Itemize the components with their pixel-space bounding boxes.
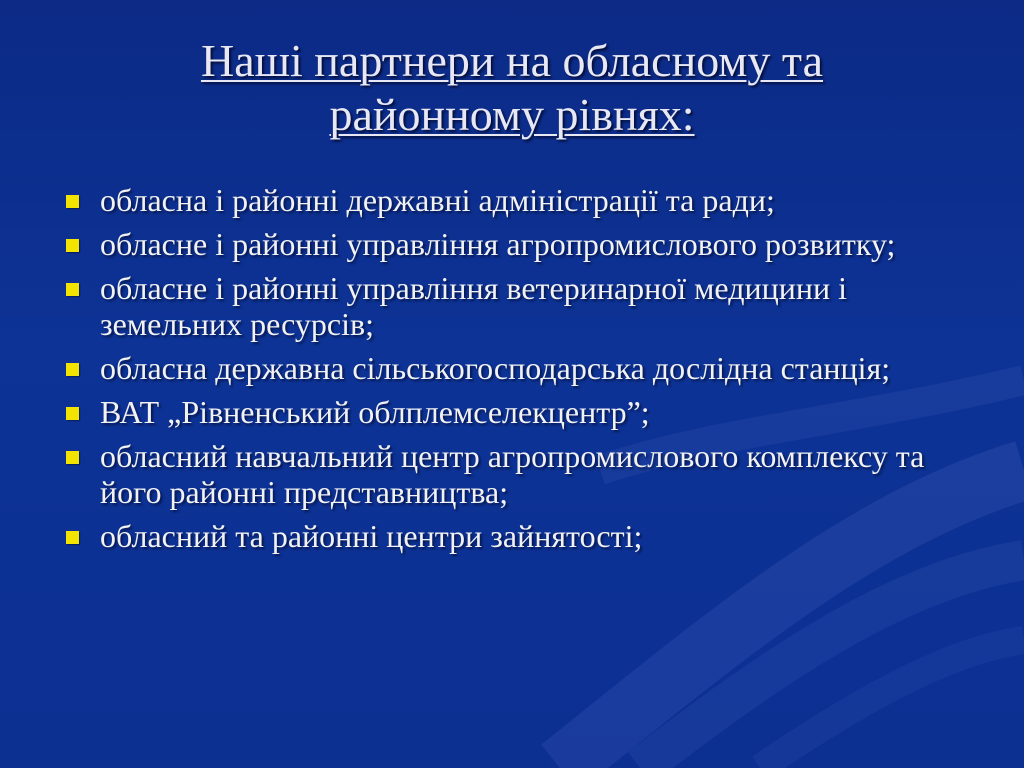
square-bullet-icon xyxy=(66,239,79,252)
bullet-text: обласний навчальний центр агропромислового комплексу та його районні представництва; xyxy=(100,438,925,510)
bullet-text: обласне і районні управління ветеринарної медицини і земельних ресурсів; xyxy=(100,270,847,342)
bullet-item xyxy=(62,270,992,342)
slide-title-line-2: районному рівнях: xyxy=(329,89,695,140)
bullet-item xyxy=(62,438,992,510)
slide-title xyxy=(0,34,1024,142)
bullet-item xyxy=(62,518,992,554)
bullet-item xyxy=(62,350,992,386)
square-bullet-icon xyxy=(66,363,79,376)
square-bullet-icon xyxy=(66,283,79,296)
bullet-item xyxy=(62,182,992,218)
square-bullet-icon xyxy=(66,451,79,464)
bullet-text: обласний та районні центри зайнятості; xyxy=(100,518,643,554)
bullet-item xyxy=(62,394,992,430)
square-bullet-icon xyxy=(66,407,79,420)
slide-title-line-1: Наші партнери на обласному та xyxy=(200,35,824,86)
bullet-item xyxy=(62,226,992,262)
bullet-text: обласна державна сільськогосподарська дослідна станція; xyxy=(100,350,891,386)
bullet-text: обласне і районні управління агропромислового розвитку; xyxy=(100,226,896,262)
bullet-list xyxy=(62,182,992,562)
bullet-text: ВАТ „Рівненський облплемселекцентр”; xyxy=(100,394,650,430)
square-bullet-icon xyxy=(66,195,79,208)
bullet-text: обласна і районні державні адміністрації та ради; xyxy=(100,182,775,218)
square-bullet-icon xyxy=(66,531,79,544)
